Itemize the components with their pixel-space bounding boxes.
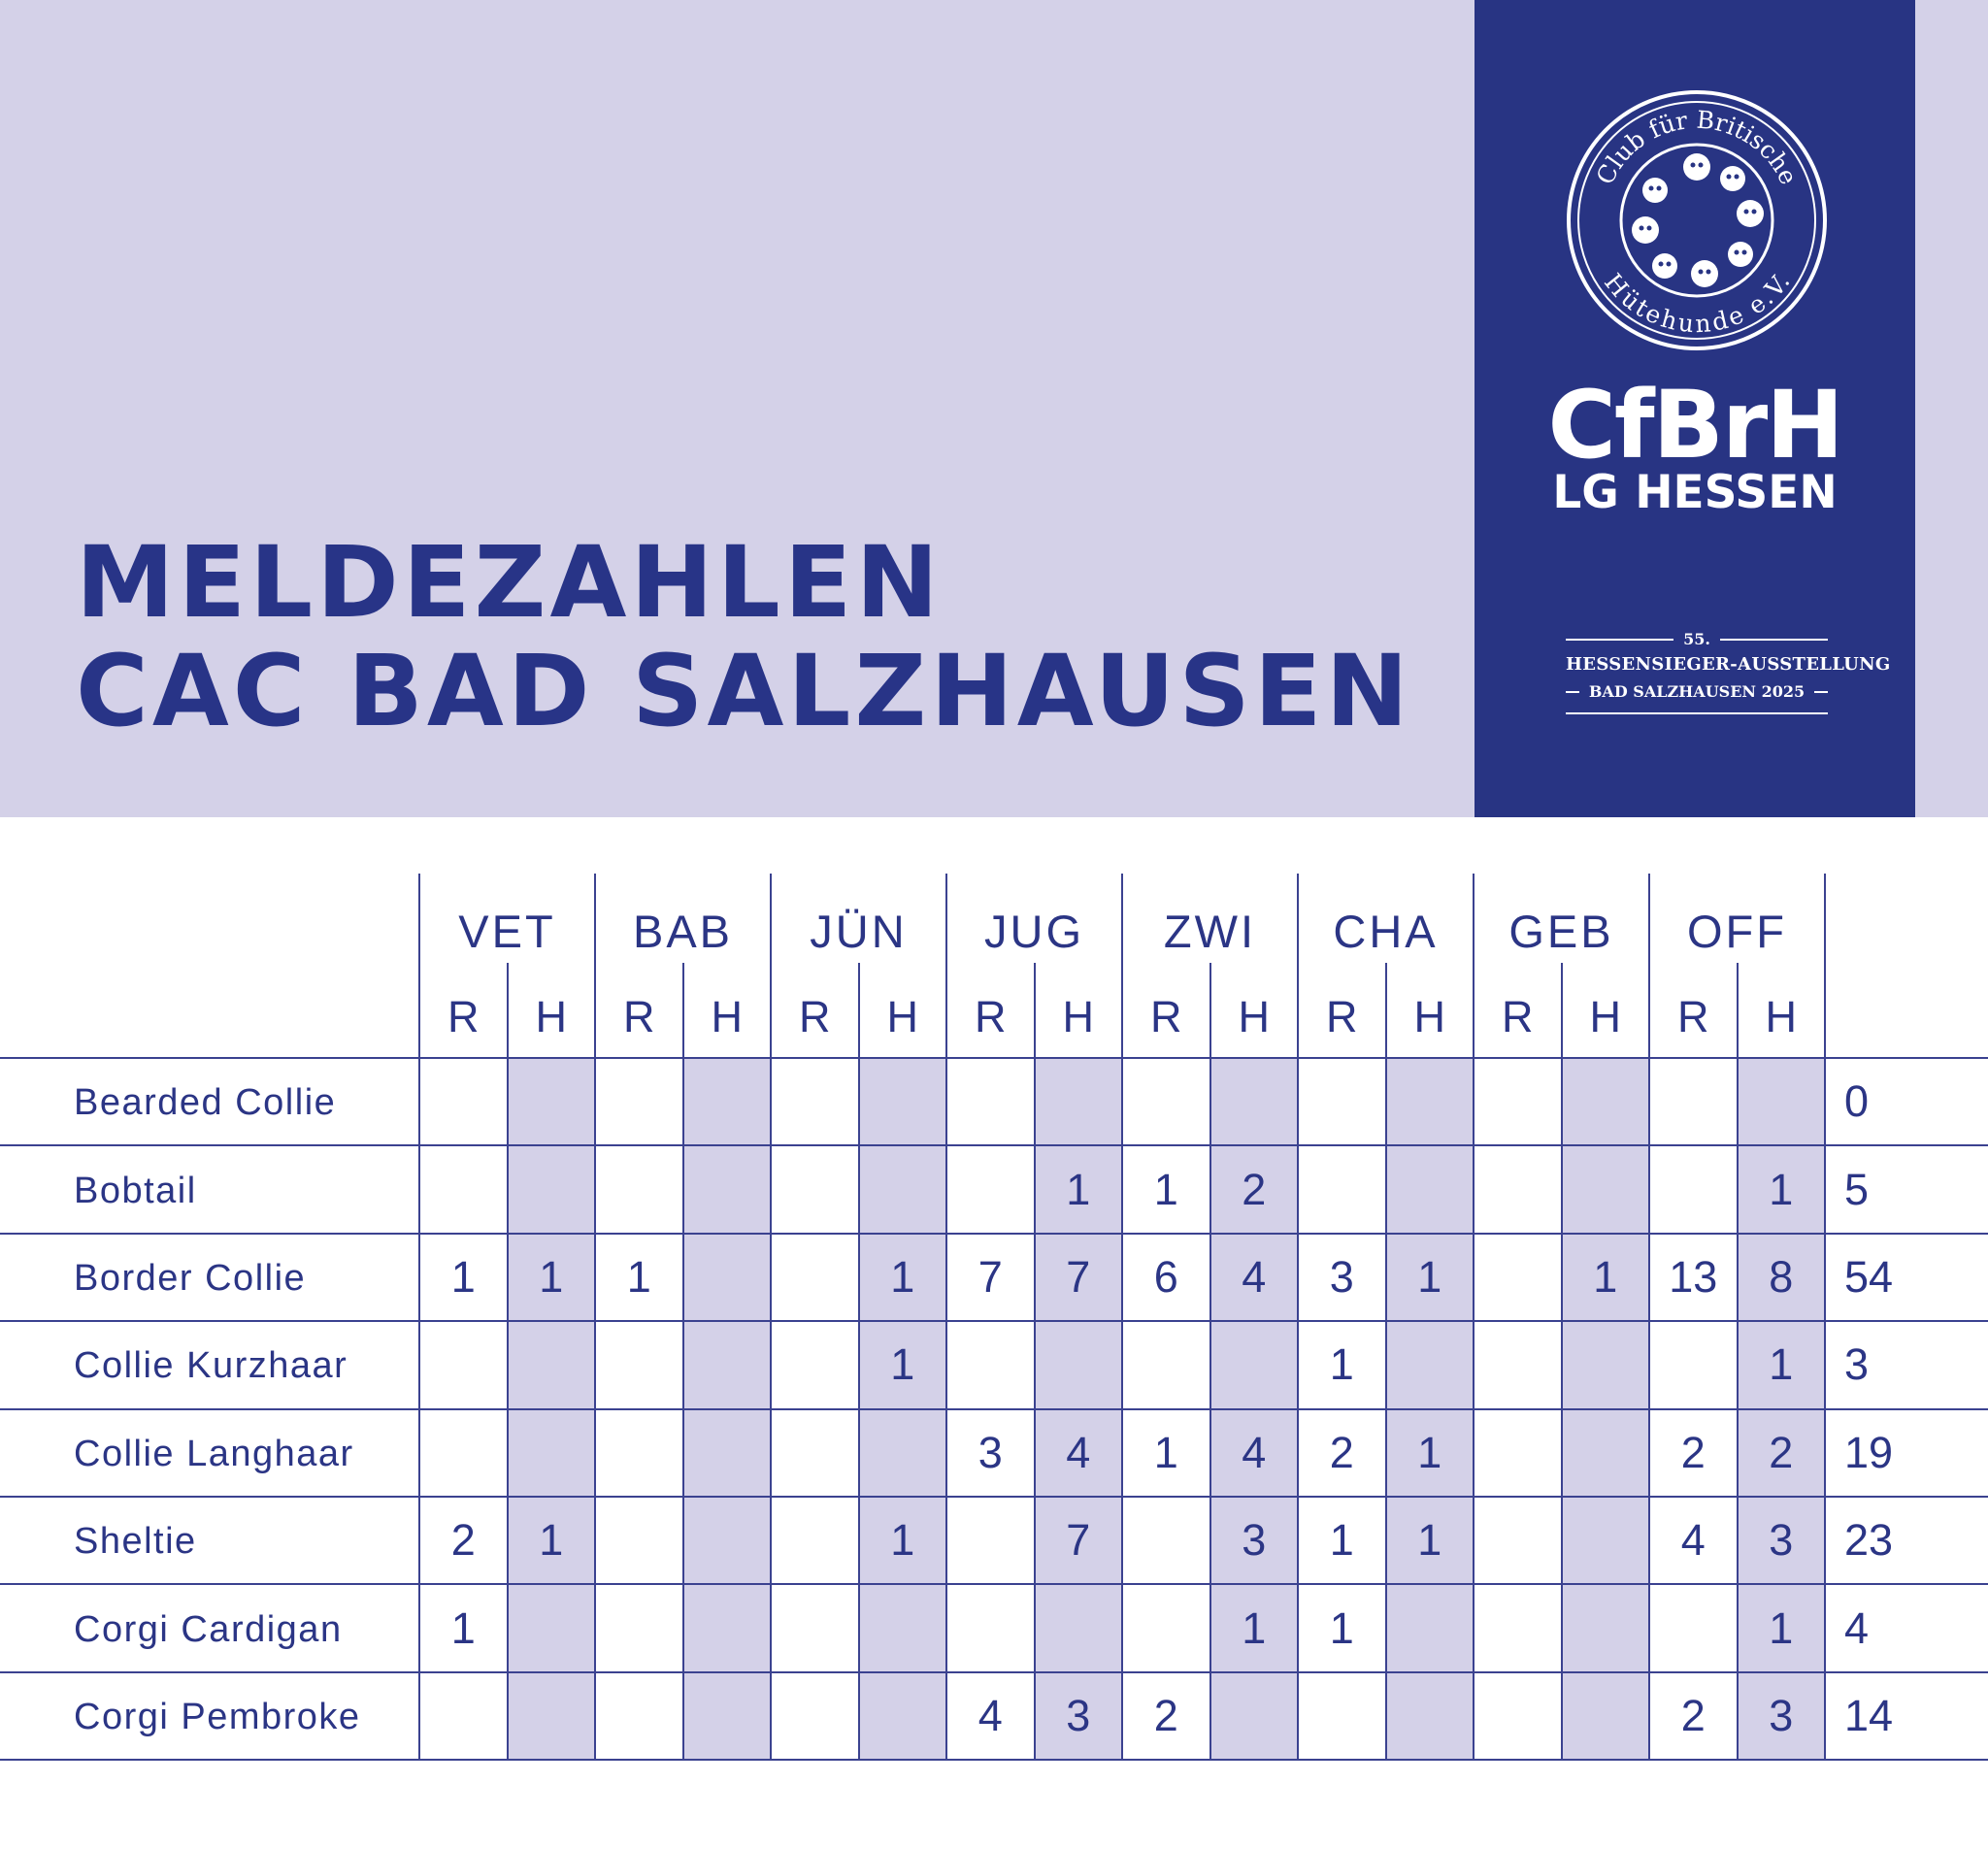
entry-count: 2	[1329, 1427, 1354, 1477]
row-total: 14	[1844, 1691, 1894, 1740]
entry-count: 2	[1769, 1427, 1794, 1477]
row-divider	[0, 1144, 1988, 1146]
subcolumn-r: R	[447, 992, 480, 1041]
row-total: 4	[1844, 1602, 1870, 1653]
subcolumn-h: H	[886, 992, 918, 1041]
entry-count: 1	[1066, 1164, 1091, 1214]
entry-count: 7	[1066, 1515, 1091, 1566]
entry-count: 3	[1329, 1252, 1354, 1302]
row-divider	[0, 1583, 1988, 1585]
breed-name: Corgi Pembroke	[74, 1697, 361, 1737]
event-place: BAD SALZHAUSEN 2025	[1588, 682, 1806, 701]
entries-table	[0, 874, 1988, 1766]
entry-count: 4	[1066, 1427, 1091, 1477]
entry-count: 2	[450, 1515, 476, 1566]
seal-text-top: Club für Britische	[1590, 105, 1804, 189]
entry-count: 1	[1153, 1164, 1178, 1214]
subcolumn-divider	[682, 963, 684, 1760]
entry-count: 1	[1242, 1602, 1267, 1653]
row-divider	[0, 1408, 1988, 1410]
row-total: 5	[1844, 1164, 1870, 1214]
subcolumn-r: R	[975, 992, 1007, 1041]
column-group-cha: CHA	[1333, 906, 1439, 957]
subcolumn-r: R	[1150, 992, 1182, 1041]
row-divider	[0, 1233, 1988, 1235]
row-total: 19	[1844, 1427, 1894, 1477]
column-group-off: OFF	[1687, 906, 1787, 957]
entry-count: 3	[977, 1427, 1003, 1477]
brand-name: CfBrH	[1547, 371, 1842, 479]
entry-count: 1	[1329, 1602, 1354, 1653]
entry-count: 4	[977, 1691, 1003, 1740]
row-divider	[0, 1671, 1988, 1673]
subcolumn-h: H	[1413, 992, 1445, 1041]
row-divider	[0, 1759, 1988, 1761]
entry-count: 1	[1417, 1427, 1442, 1477]
entry-count: 1	[626, 1252, 651, 1302]
entry-count: 6	[1153, 1252, 1178, 1302]
entry-count: 1	[450, 1252, 476, 1302]
entry-count: 1	[1769, 1164, 1794, 1214]
entry-count: 8	[1769, 1252, 1794, 1302]
event-name: HESSENSIEGER-AUSSTELLUNG	[1566, 654, 1891, 675]
subcolumn-divider	[1561, 963, 1563, 1760]
row-divider	[0, 1057, 1988, 1059]
breed-name: Collie Kurzhaar	[74, 1345, 348, 1387]
entry-count: 4	[1242, 1252, 1267, 1302]
entry-count: 2	[1680, 1691, 1706, 1740]
entry-count: 13	[1669, 1252, 1718, 1302]
seal-text-bottom: Hütehunde e.V.	[1598, 268, 1796, 339]
subcolumn-r: R	[1502, 992, 1534, 1041]
entry-count: 1	[890, 1515, 915, 1566]
breed-name: Corgi Cardigan	[74, 1608, 343, 1650]
subcolumn-h: H	[535, 992, 567, 1041]
row-divider	[0, 1320, 1988, 1322]
entry-count: 1	[1153, 1427, 1178, 1477]
entry-count: 1	[890, 1339, 915, 1390]
subcolumn-r: R	[623, 992, 655, 1041]
entry-count: 1	[450, 1602, 476, 1653]
entry-count: 1	[1769, 1602, 1794, 1653]
breed-name: Bobtail	[74, 1170, 197, 1211]
breed-name: Border Collie	[74, 1258, 307, 1299]
row-total: 23	[1844, 1515, 1894, 1566]
entry-count: 3	[1769, 1515, 1794, 1566]
event-number: 55.	[1683, 630, 1710, 648]
column-group-vet: VET	[458, 906, 556, 957]
subcolumn-r: R	[1326, 992, 1358, 1041]
column-group-jug: JUG	[984, 906, 1084, 957]
entry-count: 7	[1066, 1252, 1091, 1302]
breed-name: Sheltie	[74, 1521, 197, 1563]
brand-region: LG HESSEN	[1552, 466, 1838, 519]
row-divider	[0, 1496, 1988, 1498]
page-title	[76, 525, 1412, 749]
entry-count: 1	[539, 1515, 564, 1566]
row-total: 54	[1844, 1252, 1894, 1302]
subcolumn-h: H	[711, 992, 743, 1041]
breed-name: Collie Langhaar	[74, 1433, 354, 1474]
subcolumn-divider	[1034, 963, 1036, 1760]
club-logo-panel	[1474, 0, 1915, 817]
row-total: 0	[1844, 1076, 1870, 1127]
entry-count: 2	[1242, 1164, 1267, 1214]
entry-count: 3	[1242, 1515, 1267, 1566]
row-total: 3	[1844, 1339, 1870, 1390]
entry-count: 4	[1242, 1427, 1267, 1477]
entry-count: 1	[1769, 1339, 1794, 1390]
entry-count: 1	[539, 1252, 564, 1302]
header-banner	[0, 0, 1988, 817]
entry-count: 3	[1769, 1691, 1794, 1740]
entry-count: 1	[1417, 1515, 1442, 1566]
entry-count: 2	[1153, 1691, 1178, 1740]
subcolumn-r: R	[1677, 992, 1709, 1041]
entry-count: 3	[1066, 1691, 1091, 1740]
column-group-jün: JÜN	[810, 906, 908, 957]
column-group-geb: GEB	[1508, 906, 1614, 957]
entry-count: 1	[890, 1252, 915, 1302]
entry-count: 1	[1417, 1252, 1442, 1302]
subcolumn-h: H	[1238, 992, 1270, 1041]
subcolumn-h: H	[1589, 992, 1621, 1041]
title-line-1: MELDEZAHLEN	[76, 525, 943, 641]
subcolumn-h: H	[1062, 992, 1094, 1041]
entry-count: 2	[1680, 1427, 1706, 1477]
entry-count: 1	[1593, 1252, 1618, 1302]
column-group-bab: BAB	[632, 906, 734, 957]
subcolumn-h: H	[1765, 992, 1797, 1041]
event-info	[1566, 629, 1891, 714]
title-line-2: CAC BAD SALZHAUSEN	[76, 634, 1412, 749]
entry-count: 4	[1680, 1515, 1706, 1566]
club-seal-icon	[1566, 89, 1828, 351]
breed-name: Bearded Collie	[74, 1082, 337, 1124]
entry-count: 1	[1329, 1339, 1354, 1390]
column-group-zwi: ZWI	[1163, 906, 1257, 957]
subcolumn-r: R	[799, 992, 831, 1041]
entry-count: 7	[977, 1252, 1003, 1302]
entry-count: 1	[1329, 1515, 1354, 1566]
